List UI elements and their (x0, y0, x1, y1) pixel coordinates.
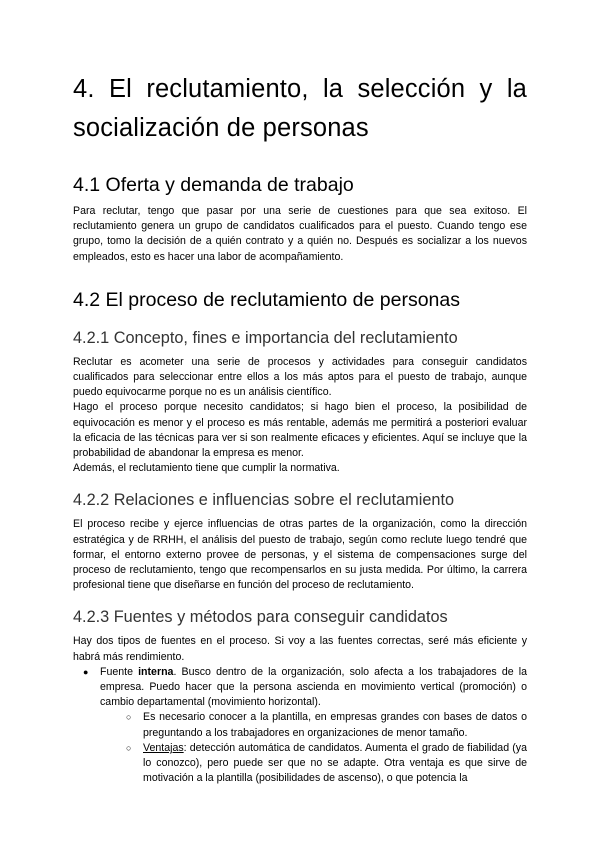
bullet-disc-icon: ● (83, 666, 89, 677)
subsection-4-2-3-intro: Hay dos tipos de fuentes en el proceso. Si voy a las fuentes correctas, seré más eficiente y habrá más rendimiento. (73, 635, 527, 663)
subsection-heading-4-2-1: 4.2.1 Concepto, fines e importancia del reclutamiento (73, 328, 458, 347)
subsection-4-2-1-paragraph-1: Reclutar es acometer una serie de procesos y actividades para conseguir candidatos cualificados para seleccionar entre ellos a los más aptos para el puesto de trabajo, aunque puedo equivocarme porque no es un análisis científico. (73, 355, 527, 399)
bullet-circle-icon: ○ (126, 712, 132, 723)
subsection-4-2-2-paragraph: El proceso recibe y ejerce influencias de otras partes de la organización, como la dirección estratégica y de RRHH, el análisis del puesto de trabajo, según como reclute luego tendré que formar, el entorno externo provee de personas, y el sistema de compensaciones surge del proceso de reclutamiento, tengo que recompensarlos en su justa medida. Por último, la carrera profesional tiene que diseñarse en función del proceso de reclutamiento. (73, 518, 527, 592)
section-heading-4-1: 4.1 Oferta y demanda de trabajo (73, 174, 354, 196)
list-item-bold-term: interna (138, 665, 174, 678)
sublist-item-advantages (126, 741, 527, 787)
sublist-item-text: : detección automática de candidatos. Aumenta el grado de fiabilidad (ya lo conozco), pero puede ser que no se adapte. Otra ventaja es que sirve de motivación a la plantilla (posibilidades de ascenso), o que potencia la (143, 741, 527, 785)
sublist-item-staff-knowledge (126, 710, 527, 740)
sublist-item-text: Es necesario conocer a la plantilla, en empresas grandes con bases de datos o preguntando a los trabajadores en organizaciones de menor tamaño. (143, 711, 527, 739)
section-4-1-paragraph: Para reclutar, tengo que pasar por una serie de cuestiones para que sea exitoso. El reclutamiento genera un grupo de candidatos cualificados para el puesto. Cuando tengo ese grupo, tomo la decisión de a quién contrato y a quién no. Después es socializar a los nuevos empleados, esto es hacer una labor de acompañamiento. (73, 205, 527, 263)
subsection-heading-4-2-3: 4.2.3 Fuentes y métodos para conseguir candidatos (73, 608, 448, 627)
bullet-circle-icon: ○ (126, 742, 132, 753)
chapter-title: 4. El reclutamiento, la selección y la socialización de personas (73, 75, 527, 142)
sources-list (73, 665, 527, 787)
subsection-4-2-1-paragraph-2: Hago el proceso porque necesito candidatos; si hago bien el proceso, la posibilidad de equivocación es menor y el proceso es más rentable, además me permitirá a posteriori evaluar la eficacia de las técnicas para ver si son realmente eficaces y eficientes. Aquí se incluye que la probabilidad de abandonar la empresa es menor. (73, 401, 527, 460)
subsection-4-2-1-paragraph-3: Además, el reclutamiento tiene que cumplir la normativa. (73, 462, 340, 475)
document-content (73, 70, 527, 786)
list-item-text: . Busco dentro de la organización, solo afecta a los trabajadores de la empresa. Puedo hacer que la persona ascienda en movimiento vertical (promoción) o cambio departamental (movimiento horizontal). (100, 665, 527, 709)
sublist-item-underlined-term: Ventajas (143, 741, 184, 754)
subsection-heading-4-2-2: 4.2.2 Relaciones e influencias sobre el reclutamiento (73, 491, 455, 510)
list-item-internal-source (83, 665, 527, 711)
section-heading-4-2: 4.2 El proceso de reclutamiento de personas (73, 288, 460, 311)
list-item-text: Fuente (100, 665, 139, 678)
